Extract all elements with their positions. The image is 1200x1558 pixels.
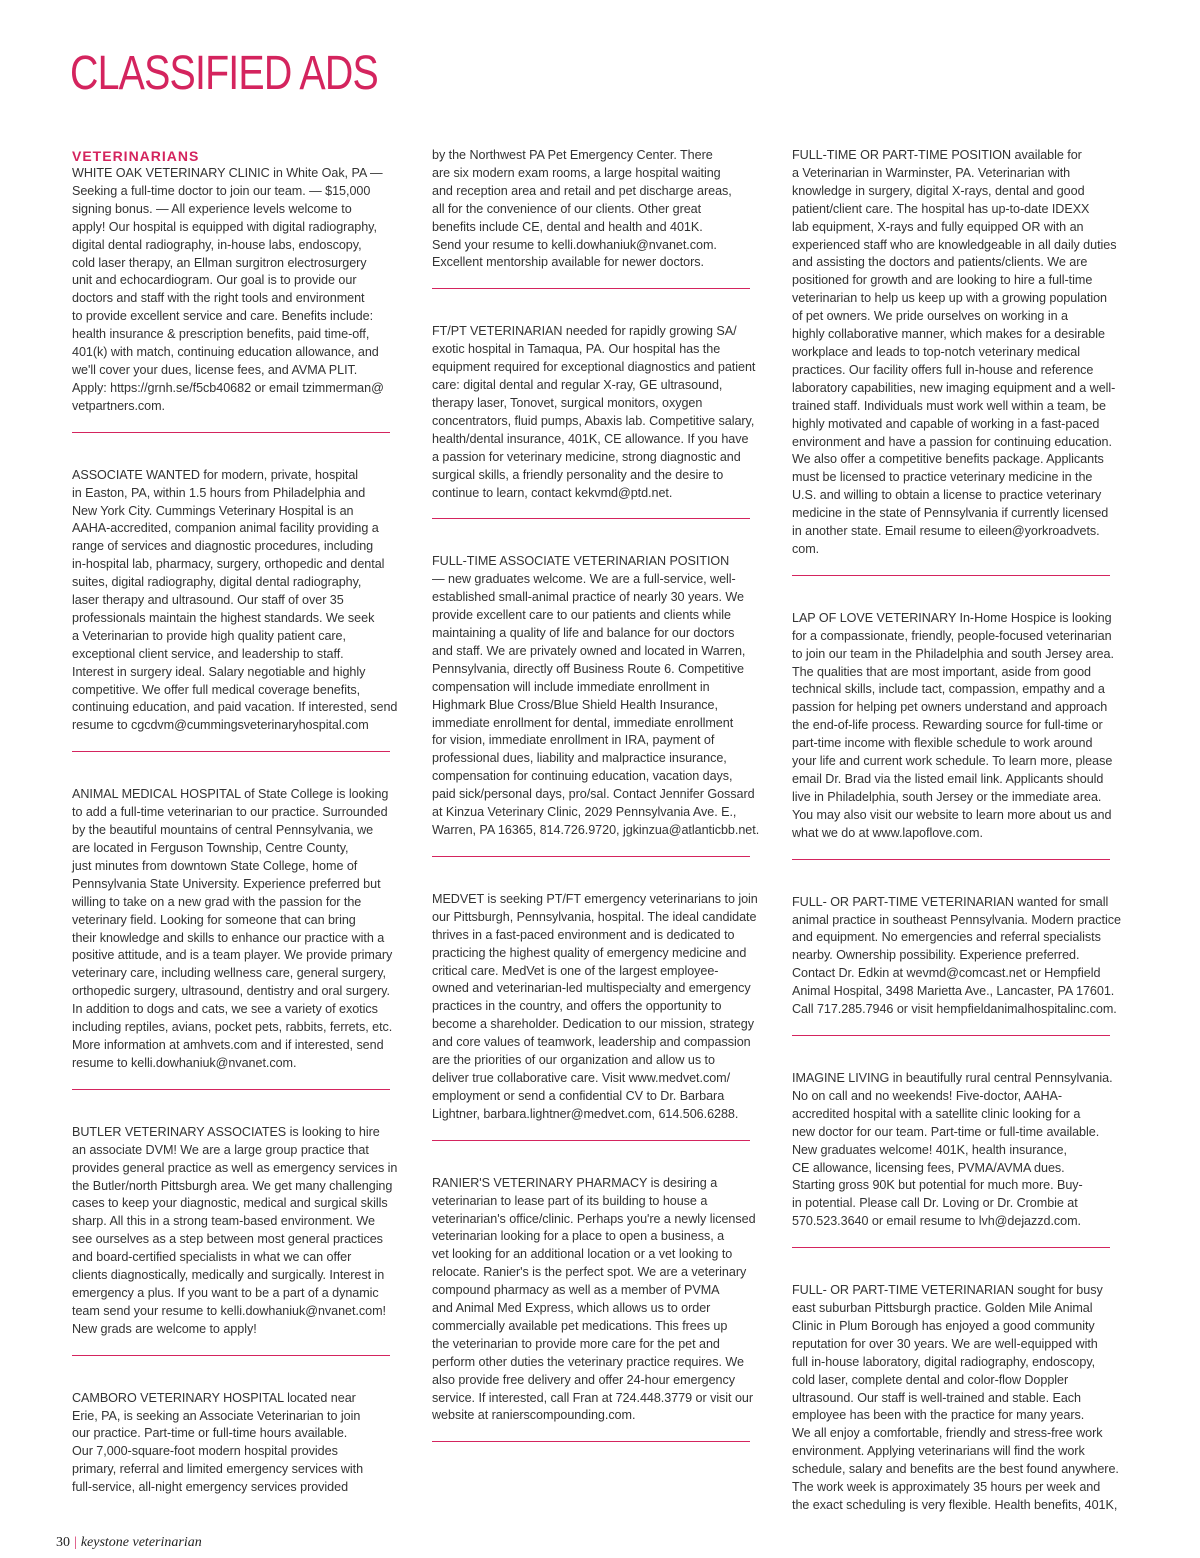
page-footer	[56, 1534, 202, 1552]
ad-animal-medical	[72, 786, 410, 1073]
ad-divider	[432, 518, 750, 519]
ad-text: FT/PT VETERINARIAN needed for rapidly growing SA/ exotic hospital in Tamaqua, PA. Our hospital has the equipment required for exceptional diagnostics and patient care: digital dental and regular X-ray, GE ultrasound, therapy laser, Tonovet, surgical monitors, oxygen concentrators, fluid pumps, Abaxis lab. Competitive salary, health/dental insurance, 401K, CE allowance. If you have a passion for veterinary medicine, strong diagnostic and surgical skills, a friendly personality and the desire to continue to learn, contact kekvmd@ptd.net.	[432, 324, 756, 500]
ad-divider	[792, 1035, 1110, 1036]
ad-text: BUTLER VETERINARY ASSOCIATES is looking to hire an associate DVM! We are a large group practice that provides general practice as well as emergency services in the Butler/north Pittsburgh area. We get many challenging cases to keep your diagnostic, medical and surgical skills sharp. All this in a strong team-based environment. We see ourselves as a step between most general practices and board-certified specialists in what we can offer clients diagnostically, medically and surgically. Interest in emergency a plus. If you want to be a part of a dynamic team send your resume to kelli.dowhaniuk@nvanet.com! New grads are welcome to apply!	[72, 1124, 398, 1336]
ad-associate-wanted	[72, 467, 410, 736]
ad-lap-of-love	[792, 610, 1130, 843]
footer-separator: |	[74, 1535, 77, 1550]
section-heading-veterinarians: VETERINARIANS	[72, 148, 200, 164]
ad-divider	[72, 1355, 390, 1356]
ad-text: ANIMAL MEDICAL HOSPITAL of State College is looking to add a full-time veterinarian to our practice. Surrounded by the beautiful mountains of central Pennsylvania, we are located in Ferguson Township, Centre County, just minutes from downtown State College, home of Pennsylvania State University. Experience preferred but willing to take on a new grad with the passion for the veterinary field. Looking for someone that can bring their knowledge and skills to enhance our practice with a positive attitude, and is a team player. We provide primary veterinary care, including wellness care, general surgery, orthopedic surgery, ultrasound, dentistry and oral surgery. In addition to dogs and cats, we see a variety of exotics including reptiles, avians, pocket pets, rabbits, ferrets, etc. More information at amhvets.com and if interested, send resume to kelli.dowhaniuk@nvanet.com.	[72, 787, 393, 1070]
ad-divider	[432, 856, 750, 857]
ad-divider	[72, 751, 390, 752]
ad-divider	[792, 575, 1110, 576]
ad-medvet	[432, 891, 770, 1124]
ad-text: LAP OF LOVE VETERINARY In-Home Hospice is looking for a compassionate, friendly, people-focused veterinarian to join our team in the Philadelphia and south Jersey area. The qualities that are most important, aside from good technical skills, include tact, compassion, empathy and a passion for helping pet owners understand and approach the end-of-life process. Rewarding source for full-time or part-time income with flexible schedule to work around your life and current work schedule. To learn more, please email Dr. Brad via the listed email link. Applicants should live in Philadelphia, south Jersey or the immediate area. You may also visit our website to learn more about us and what we do at www.lapoflove.com.	[792, 610, 1114, 840]
column-3	[792, 147, 1130, 1515]
ad-divider	[792, 1247, 1110, 1248]
ad-divider	[792, 859, 1110, 860]
ad-kinzua	[432, 553, 770, 840]
column-1	[72, 147, 410, 1497]
ad-divider	[432, 1140, 750, 1141]
ad-warminster	[792, 147, 1130, 559]
ad-text: ASSOCIATE WANTED for modern, private, hospital in Easton, PA, within 1.5 hours from Philadelphia and New York City. Cummings Veterinary Hospital is an AAHA-accredited, companion animal facility providing a range of services and diagnostic procedures, including in-hospital lab, pharmacy, surgery, orthopedic and dental suites, digital radiography, digital dental radiography, laser therapy and ultrasound. Our staff of over 35 professionals maintain the highest standards. We seek a Veterinarian to provide high quality patient care, exceptional client service, and leadership to staff. Interest in surgery ideal. Salary negotiable and highly competitive. We offer full medical coverage benefits, continuing education, and paid vacation. If interested, send resume to cgcdvm@cummingsveterinaryhospital.com	[72, 467, 398, 733]
page-title: CLASSIFIED ADS	[70, 47, 378, 100]
ad-text: WHITE OAK VETERINARY CLINIC in White Oak, PA — Seeking a full-time doctor to join our team. — $15,000 signing bonus. — All experience levels welcome to apply! Our hospital is equipped with digital radiography, digital dental radiography, in-house labs, endoscopy, cold laser therapy, an Ellman surgitron electrosurgery unit and echocardiogram. Our goal is to provide our doctors and staff with the right tools and environment to provide excellent service and care. Benefits include: health insurance & prescription benefits, paid time-off, 401(k) with match, continuing education allowance, and we'll cover your dues, license fees, and AVMA PLIT. Apply: https://grnh.se/f5cb40682 or email tzimmerman@ vetpartners.com.	[72, 166, 384, 413]
ad-text: RANIER'S VETERINARY PHARMACY is desiring a veterinarian to lease part of its building to house a veterinarian's office/clinic. Perhaps you're a newly licensed veterinarian looking for a place to open a business, a vet looking for an additional location or a vet looking to relocate. Ranier's is the perfect spot. We are a veterinary compound pharmacy as well as a member of PVMA and Animal Med Express, which allows us to order commercially available pet medications. This frees up the veterinarian to provide more care for the pet and perform other duties the veterinary practice requires. We also provide free delivery and offer 24-hour emergency service. If interested, call Fran at 724.448.3779 or visit our website at ranierscompounding.com.	[432, 1175, 756, 1423]
ad-text: by the Northwest PA Pet Emergency Center. There are six modern exam rooms, a large hospital waiting and reception area and retail and pet discharge areas, all for the convenience of our clients. Other great benefits include CE, dental and health and 401K. Send your resume to kelli.dowhaniuk@nvanet.com. Excellent mentorship available for newer doctors.	[432, 148, 732, 270]
ad-divider	[72, 432, 390, 433]
ad-text: MEDVET is seeking PT/FT emergency veterinarians to join our Pittsburgh, Pennsylvania, hospital. The ideal candidate thrives in a fast-paced environment and is dedicated to practicing the highest quality of emergency medicine and critical care. MedVet is one of the largest employee- owned and veterinarian-led multispecialty and emergency practices in the country, and offers the opportunity to become a shareholder. Dedication to our mission, strategy and core values of teamwork, leadership and compassion are the priorities of our organization and allow us to deliver true collaborative care. Visit www.medvet.com/ employment or send a confidential CV to Dr. Barbara Lightner, barbara.lightner@medvet.com, 614.506.6288.	[432, 891, 758, 1121]
ad-butler	[72, 1124, 410, 1339]
ad-golden-mile	[792, 1282, 1130, 1515]
ad-divider	[432, 288, 750, 289]
ad-text: FULL- OR PART-TIME VETERINARIAN wanted for small animal practice in southeast Pennsylvania. Modern practice and equipment. No emergencies and referral specialists nearby. Ownership possibility. Experience preferred. Contact Dr. Edkin at wevmd@comcast.net or Hempfield Animal Hospital, 3498 Marietta Ave., Lancaster, PA 17601. Call 717.285.7946 or visit hempfieldanimalhospitalinc.com.	[792, 894, 1121, 1017]
ad-camboro-continued	[432, 147, 770, 272]
ad-hempfield	[792, 894, 1130, 1019]
ad-divider	[72, 1089, 390, 1090]
ad-divider	[432, 1441, 750, 1442]
page-number: 30	[56, 1535, 70, 1550]
magazine-name: keystone veterinarian	[80, 1535, 202, 1550]
ad-raniers	[432, 1175, 770, 1426]
ad-text: CAMBORO VETERINARY HOSPITAL located near Erie, PA, is seeking an Associate Veterinarian to join our practice. Part-time or full-time hours available. Our 7,000-square-foot modern hospital provides primary, referral and limited emergency services with full-service, all-night emergency services provided	[72, 1390, 364, 1495]
ad-text: FULL- OR PART-TIME VETERINARIAN sought for busy east suburban Pittsburgh practice. Golden Mile Animal Clinic in Plum Borough has enjoyed a good community reputation for over 30 years. We are well-equipped with full in-house laboratory, digital radiography, endoscopy, cold laser, complete dental and color-flow Doppler ultrasound. Our staff is well-trained and stable. Each employee has been with the practice for many years. We all enjoy a comfortable, friendly and stress-free work environment. Applying veterinarians will find the work schedule, salary and benefits are the best found anywhere. The work week is approximately 35 hours per week and the exact scheduling is very flexible. Health benefits, 401K,	[792, 1283, 1119, 1512]
ad-text: FULL-TIME ASSOCIATE VETERINARIAN POSITION — new graduates welcome. We are a full-service, well- established small-animal practice of nearly 30 years. We provide excellent care to our patients and clients while maintaining a quality of life and balance for our doctors and staff. We are privately owned and located in Warren, Pennsylvania, directly off Business Route 6. Competitive compensation will include immediate enrollment in Highmark Blue Cross/Blue Shield Health Insurance, immediate enrollment for dental, immediate enrollment for vision, immediate enrollment in IRA, payment of professional dues, liability and malpractice insurance, compensation for continuing education, vacation days, paid sick/personal days, pro/sal. Contact Jennifer Gossard at Kinzua Veterinary Clinic, 2029 Pennsylvania Ave. E., Warren, PA 16365, 814.726.9720, jgkinzua@atlanticbb.net.	[432, 554, 760, 837]
ad-imagine-living	[792, 1070, 1130, 1231]
ad-camboro	[72, 1390, 410, 1497]
column-2	[432, 147, 770, 1476]
ad-ftpt-tamaqua	[432, 323, 770, 502]
ad-text: IMAGINE LIVING in beautifully rural central Pennsylvania. No on call and no weekends! Five-doctor, AAHA- accredited hospital with a satellite clinic looking for a new doctor for our team. Part-time or full-time available. New graduates welcome! 401K, health insurance, CE allowance, licensing fees, PVMA/AVMA dues. Starting gross 90K but potential for much more. Buy- in potential. Please call Dr. Loving or Dr. Crombie at 570.523.3640 or email resume to lvh@dejazzd.com.	[792, 1070, 1113, 1229]
ad-text: FULL-TIME OR PART-TIME POSITION available for a Veterinarian in Warminster, PA. Veterinarian with knowledge in surgery, digital X-rays, dental and good patient/client care. The hospital has up-to-date IDEXX lab equipment, X-rays and fully equipped OR with an experienced staff who are knowledgeable in all daily duties and assisting the doctors and patients/clients. We are positioned for growth and are looking to hire a full-time veterinarian to help us keep up with a growing population of pet owners. We pride ourselves on working in a highly collaborative manner, which makes for a desirable workplace and leads to top-notch veterinary medical practices. Our facility offers full in-house and reference laboratory capabilities, new imaging equipment and a well- trained staff. Individuals must work well within a team, be highly motivated and capable of working in a fast-paced environment and have a passion for continuing education. We also offer a competitive benefits package. Applicants must be licensed to practice veterinary medicine in the U.S. and willing to obtain a license to practice veterinary medicine in the state of Pennsylvania if currently licensed in another state. Email resume to eileen@yorkroadvets. com.	[792, 148, 1117, 556]
ad-white-oak	[72, 165, 410, 416]
